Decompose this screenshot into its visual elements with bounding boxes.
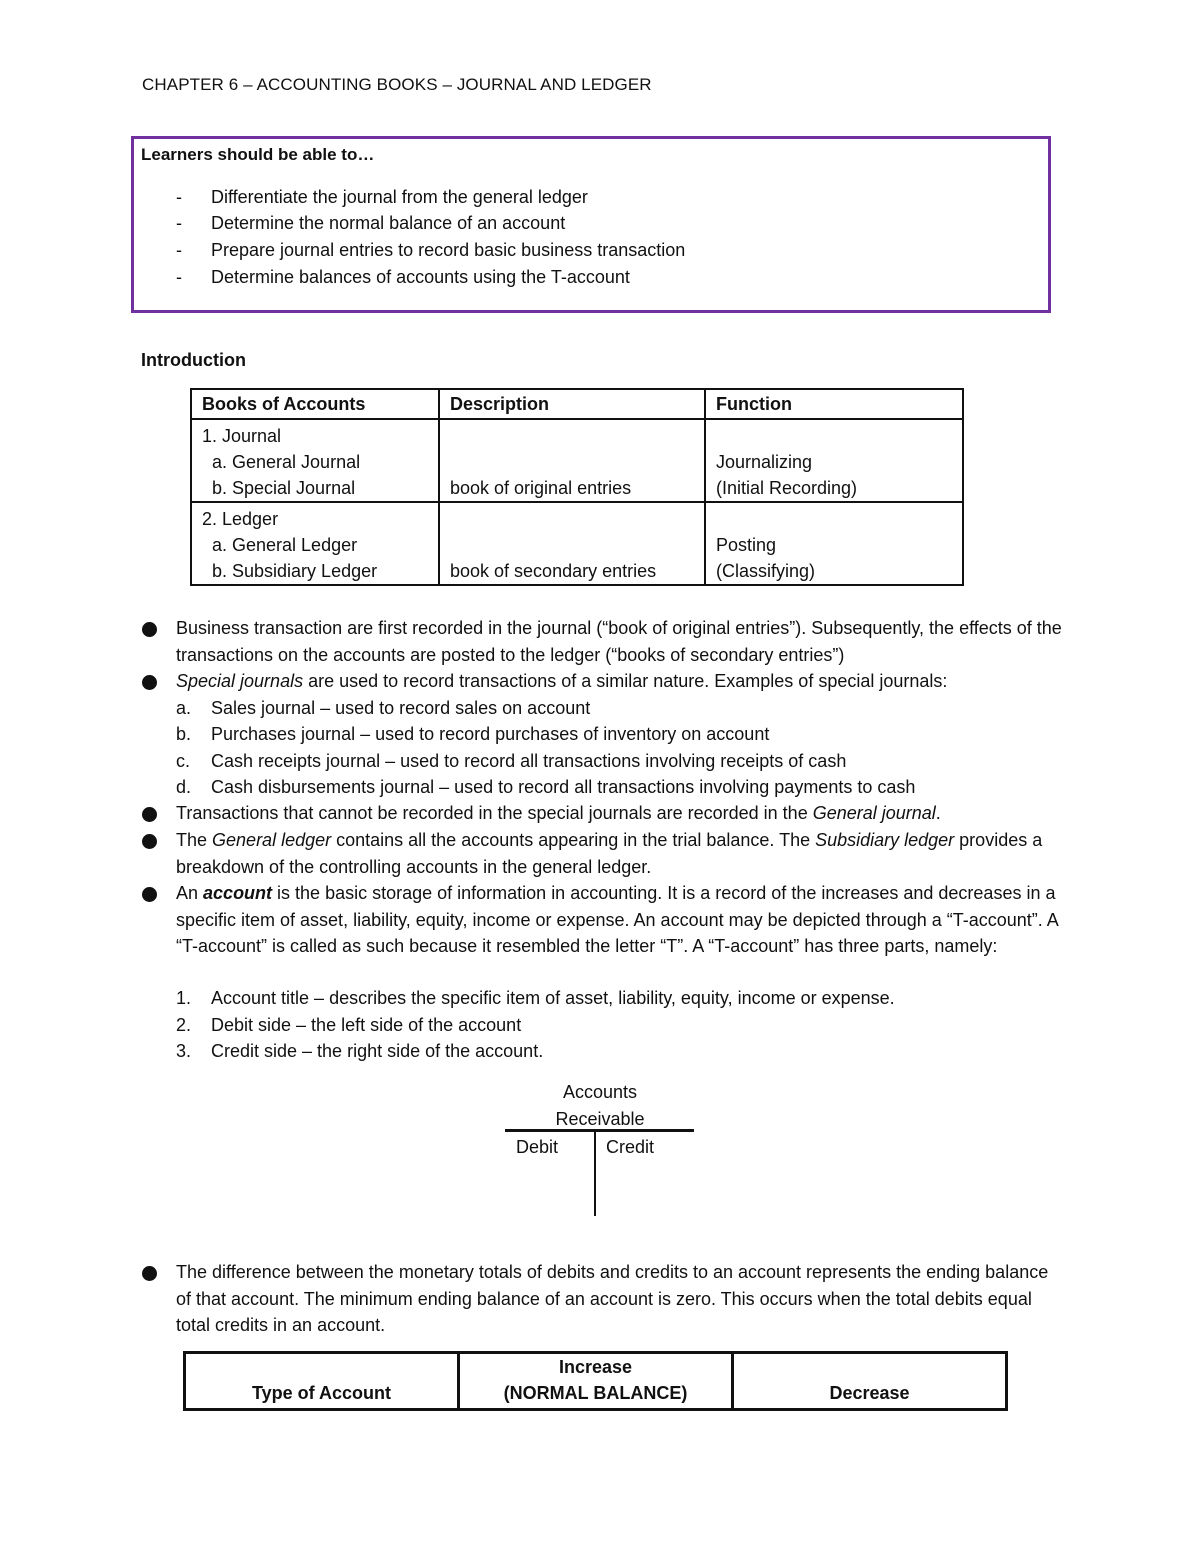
column-header-decrease: Decrease: [733, 1353, 1007, 1410]
objective-dash: -: [176, 240, 182, 260]
bullet-text-mid: contains all the accounts appearing in the trial balance. The: [331, 830, 816, 850]
column-header-increase: [459, 1353, 733, 1410]
book-sub-a: a. General Journal: [212, 452, 361, 472]
book-sub-b: b. Subsidiary Ledger: [212, 561, 378, 581]
column-header-type: Type of Account: [185, 1353, 459, 1410]
bullet-text-pre: Transactions that cannot be recorded in the special journals are recorded in the: [176, 803, 813, 823]
bullet-dot: [142, 1266, 157, 1281]
objective-dash: -: [176, 187, 182, 207]
account-types-table: [183, 1351, 1008, 1411]
column-header: Function: [705, 389, 963, 419]
function-name: Journalizing: [716, 452, 813, 472]
t-account-title-line1: Accounts: [562, 1082, 638, 1102]
list-text: Cash receipts journal – used to record all transactions involving receipts of cash: [211, 751, 847, 771]
list-marker: a.: [176, 698, 192, 718]
emphasis-special-journals: Special journals: [176, 671, 304, 691]
t-account-debit-label: Debit: [516, 1137, 559, 1157]
bullet-text-pre: The: [176, 830, 213, 850]
list-marker: c.: [176, 751, 191, 771]
bullet-text-pre: An: [176, 883, 204, 903]
book-sub-b: b. Special Journal: [212, 478, 356, 498]
book-name: 1. Journal: [202, 426, 282, 446]
list-text: Credit side – the right side of the account.: [211, 1041, 544, 1061]
objective-text: Determine the normal balance of an account: [211, 213, 566, 233]
objective-dash: -: [176, 267, 182, 287]
function-detail: (Classifying): [716, 561, 816, 581]
table-header-row: [185, 1353, 1007, 1410]
objectives-heading: Learners should be able to…: [141, 145, 375, 164]
objective-text: Differentiate the journal from the general ledger: [211, 187, 588, 207]
function-detail: (Initial Recording): [716, 478, 858, 498]
list-text: Debit side – the left side of the account: [211, 1015, 522, 1035]
list-text: Purchases journal – used to record purchases of inventory on account: [211, 724, 770, 744]
list-marker: d.: [176, 777, 192, 797]
table-row: [191, 502, 963, 585]
book-sub-a: a. General Ledger: [212, 535, 358, 555]
bullet-text: [176, 668, 1066, 695]
bullet-text: Business transaction are first recorded in the journal (“book of original entries”). Subsequently, the effects of the transactions on the accounts are posted to the ledger (“books of secondary entries”): [176, 618, 1062, 665]
bullet-text-rest: are used to record transactions of a similar nature. Examples of special journals:: [303, 671, 948, 691]
introduction-heading: Introduction: [141, 350, 246, 370]
books-of-accounts-table: [190, 388, 964, 586]
objective-text: Determine balances of accounts using the T-account: [211, 267, 630, 287]
bullet-text: [176, 880, 1076, 960]
bullet-dot: [142, 622, 157, 637]
function-name: Posting: [716, 535, 777, 555]
bullet-text: [176, 800, 1066, 827]
column-header: Books of Accounts: [191, 389, 439, 419]
list-marker: 1.: [176, 988, 192, 1008]
bullet-text: The difference between the monetary totals of debits and credits to an account represents the ending balance of that account. The minimum ending balance of an account is zero. This occurs when the total debits equal total credits in an account.: [176, 1262, 1049, 1335]
table-row: [191, 419, 963, 502]
emphasis-general-ledger: General ledger: [212, 830, 332, 850]
t-account-credit-label: Credit: [606, 1137, 655, 1157]
list-text: Sales journal – used to record sales on account: [211, 698, 591, 718]
table-header-row: [191, 389, 963, 419]
list-marker: 2.: [176, 1015, 192, 1035]
function-cell: [705, 419, 963, 502]
normal-balance-label: (NORMAL BALANCE): [503, 1383, 688, 1403]
page-title: CHAPTER 6 – ACCOUNTING BOOKS – JOURNAL AND LEDGER: [142, 75, 652, 94]
bullet-text-post: is the basic storage of information in accounting. It is a record of the increases and decreases in a specific item of asset, liability, equity, income or expense. An account may be depicted through a “T-account”. A “T-account” is called as such because it resembled the letter “T”. A “T-account” has three parts, namely:: [176, 883, 1058, 956]
book-cell: [191, 419, 439, 502]
list-text: Account title – describes the specific item of asset, liability, equity, income or expense.: [211, 988, 895, 1008]
t-account-title-line2: Receivable: [555, 1109, 645, 1129]
t-account-top-bar: [505, 1129, 694, 1132]
description-cell: book of original entries: [439, 419, 705, 502]
function-cell: [705, 502, 963, 585]
objective-dash: -: [176, 213, 182, 233]
list-marker: 3.: [176, 1041, 192, 1061]
book-name: 2. Ledger: [202, 509, 279, 529]
emphasis-subsidiary-ledger: Subsidiary ledger: [815, 830, 955, 850]
list-text: Cash disbursements journal – used to record all transactions involving payments to cash: [211, 777, 916, 797]
objective-text: Prepare journal entries to record basic business transaction: [211, 240, 686, 260]
column-header: Description: [439, 389, 705, 419]
bullet-dot: [142, 807, 157, 822]
bullet-dot: [142, 834, 157, 849]
bullet-dot: [142, 675, 157, 690]
emphasis-account: account: [203, 883, 273, 903]
list-marker: b.: [176, 724, 192, 744]
bullet-text-post: provides a breakdown of the controlling accounts in the general ledger.: [176, 830, 1043, 877]
t-account-center-line: [594, 1131, 596, 1216]
bullet-dot: [142, 887, 157, 902]
bullet-text: [176, 827, 1066, 880]
description-cell: book of secondary entries: [439, 502, 705, 585]
emphasis-general-journal: General journal: [812, 803, 936, 823]
increase-label: Increase: [558, 1357, 633, 1377]
bullet-text-post: .: [935, 803, 941, 823]
book-cell: [191, 502, 439, 585]
